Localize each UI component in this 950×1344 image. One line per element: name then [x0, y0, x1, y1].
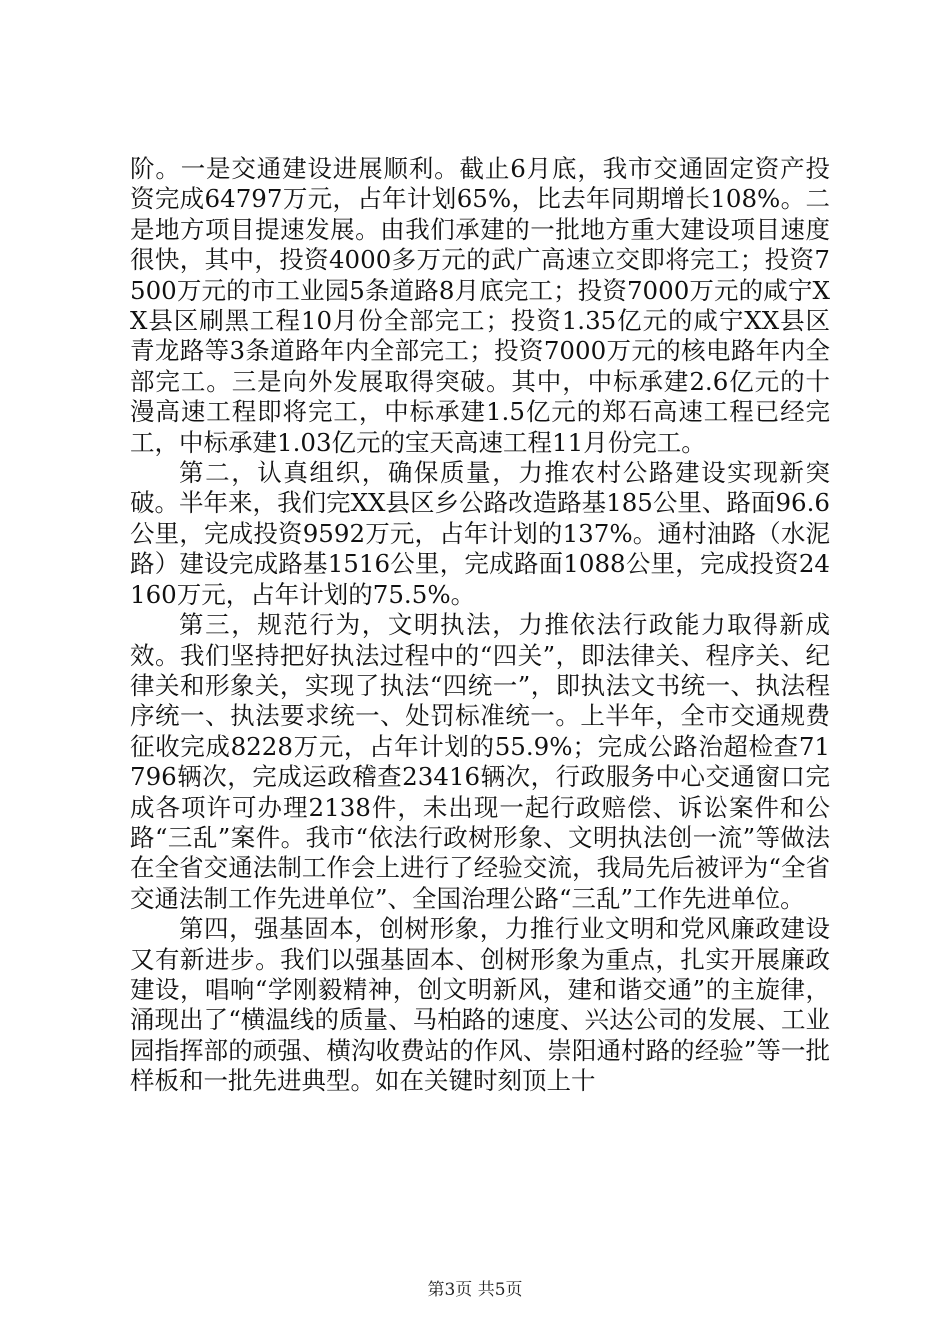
document-body — [130, 154, 830, 1097]
paragraph-1: 阶。一是交通建设进展顺利。截止6月底，我市交通固定资产投资完成64797万元，占年计划65%，比去年同期增长108%。二是地方项目提速发展。由我们承建的一批地方重大建设项目速度很快，其中，投资4000多万元的武广高速立交即将完工；投资7500万元的市工业园5条道路8月底完工；投资7000万元的咸宁XX县区刷黑工程10月份全部完工；投资1.35亿元的咸宁XX县区青龙路等3条道路年内全部完工；投资7000万元的核电路年内全部完工。三是向外发展取得突破。其中，中标承建2.6亿元的十漫高速工程即将完工，中标承建1.5亿元的郑石高速工程已经完工，中标承建1.03亿元的宝天高速工程11月份完工。 — [130, 154, 830, 457]
page-footer: 第3页 共5页 — [427, 1280, 523, 1300]
paragraph-3: 第三，规范行为，文明执法，力推依法行政能力取得新成效。我们坚持把好执法过程中的“四关”，即法律关、程序关、纪律关和形象关，实现了执法“四统一”，即执法文书统一、执法程序统一、执法要求统一、处罚标准统一。上半年，全市交通规费征收完成8228万元，占年计划的55.9%；完成公路治超检查71796辆次，完成运政稽查23416辆次，行政服务中心交通窗口完成各项许可办理2138件，未出现一起行政赔偿、诉讼案件和公路“三乱”案件。我市“依法行政树形象、文明执法创一流”等做法在全省交通法制工作会上进行了经验交流，我局先后被评为“全省交通法制工作先进单位”、全国治理公路“三乱”工作先进单位。 — [130, 610, 830, 913]
paragraph-4: 第四，强基固本，创树形象，力推行业文明和党风廉政建设又有新进步。我们以强基固本、创树形象为重点，扎实开展廉政建设，唱响“学刚毅精神，创文明新风，建和谐交通”的主旋律，涌现出了“横温线的质量、马柏路的速度、兴达公司的发展、工业园指挥部的顽强、横沟收费站的作风、崇阳通村路的经验”等一批样板和一批先进典型。如在关键时刻顶上十 — [130, 914, 830, 1096]
paragraph-2: 第二，认真组织，确保质量，力推农村公路建设实现新突破。半年来，我们完XX县区乡公路改造路基185公里、路面96.6公里，完成投资9592万元，占年计划的137%。通村油路（水泥路）建设完成路基1516公里，完成路面1088公里，完成投资24160万元，占年计划的75.5%。 — [130, 458, 830, 609]
